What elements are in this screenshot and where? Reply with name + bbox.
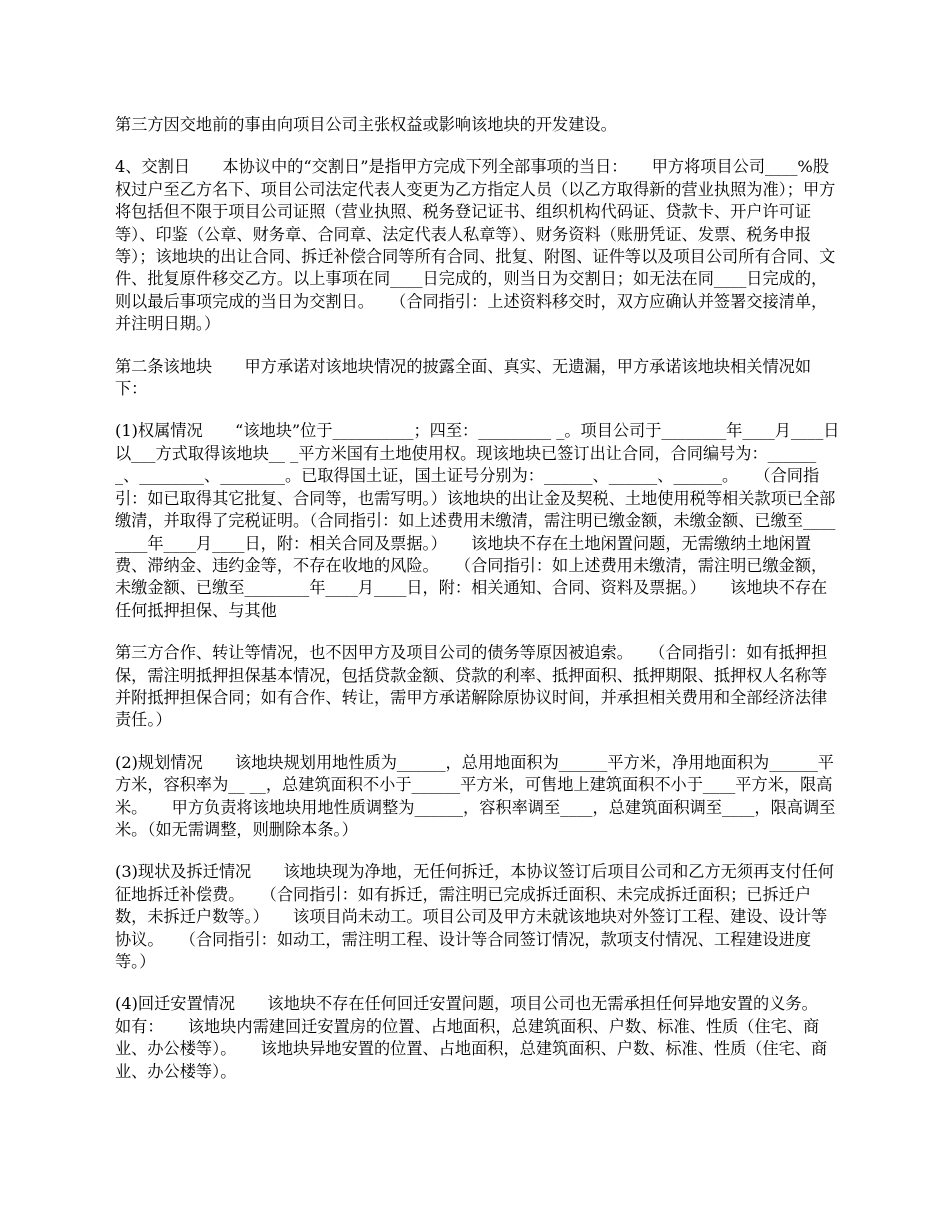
paragraph-demolition: (3)现状及拆迁情况 该地块现为净地，无任何拆迁，本协议签订后项目公司和乙方无须再支付任何征地拆迁补偿费。 （合同指引：如有拆迁，需注明已完成拆迁面积、未完成拆迁面积；已拆迁户数，未拆迁户数等。） 该项目尚未动工。项目公司及甲方未就该地块对外签订工程、建设、设计等协议。 （合同指引：如动工，需注明工程、设计等合同签订情况，款项支付情况、工程建设进度等。） bbox=[115, 862, 834, 971]
paragraph-third-party: 第三方合作、转让等情况，也不因甲方及项目公司的债务等原因被追索。 （合同指引：如有抵押担保，需注明抵押担保基本情况，包括贷款金额、贷款的利率、抵押面积、抵押期限、抵押权人名称等并附抵押担保合同；如有合作、转让，需甲方承诺解除原协议时间，并承担相关费用和全部经济法律责任。） bbox=[115, 643, 828, 730]
paragraph-ownership: (1)权属情况 “该地块”位于__________；四至：_________ _。项目公司于________年____月____日以___方式取得该地块__ _平方米国有土地使用权。现该地块已签订出让合同，合同编号为：_______、________、________。已取得国土证，国土证号分别为：______、______、______。 （合同指引：如已取得其它批复、合同等，也需写明。）该地块的出让金及契税、土地使用税等相关款项已全部缴清，并取得了完税证明。（合同指引：如上述费用未缴清，需注明已缴金额，未缴金额、已缴至________年____月____日，附：相关合同及票据。） 该地块不存在土地闲置问题，无需缴纳土地闲置费、滞纳金、违约金等，不存在收地的风险。 （合同指引：如上述费用未缴清，需注明已缴金额，未缴金额、已缴至________年____月____日，附：相关通知、合同、资料及票据。） 该地块不存在任何抵押担保、与其他 bbox=[115, 421, 840, 620]
paragraph-continuation: 第三方因交地前的事由向项目公司主张权益或影响该地块的开发建设。 bbox=[115, 115, 617, 134]
paragraph-resettlement: (4)回迁安置情况 该地块不存在任何回迁安置问题，项目公司也无需承担任何异地安置的义务。 如有： 该地块内需建回迁安置房的位置、占地面积，总建筑面积、户数、标准、性质（住宅、商业、办公楼等）。 该地块异地安置的位置、占地面积，总建筑面积、户数、标准、性质（住宅、商业、办公楼等）。 bbox=[115, 994, 843, 1081]
paragraph-closing-date: 4、交割日 本协议中的“交割日”是指甲方完成下列全部事项的当日： 甲方将项目公司____%股权过户至乙方名下、项目公司法定代表人变更为乙方指定人员（以乙方取得新的营业执照为准）；甲方将包括但不限于项目公司证照（营业执照、税务登记证书、组织机构代码证、贷款卡、开户许可证等）、印鉴（公章、财务章、合同章、法定代表人私章等）、财务资料（账册凭证、发票、税务申报等）；该地块的出让合同、拆迁补偿合同等所有合同、批复、附图、证件等以及项目公司所有合同、文件、批复原件移交乙方。以上事项在同____日完成的，则当日为交割日；如无法在同____日完成的，则以最后事项完成的当日为交割日。 （合同指引：上述资料移交时，双方应确认并签署交接清单，并注明日期。） bbox=[115, 157, 836, 334]
document-body bbox=[115, 114, 843, 1103]
paragraph-planning: (2)规划情况 该地块规划用地性质为______，总用地面积为______平方米，净用地面积为______平方米，容积率为__ __，总建筑面积不小于______平方米，可售地上建筑面积不小于____平方米，限高 米。 甲方负责将该地块用地性质调整为______，容积率调至____，总建筑面积调至____，限高调至 米。（如无需调整，则删除本条。） bbox=[115, 752, 841, 839]
paragraph-article-two: 第二条该地块 甲方承诺对该地块情况的披露全面、真实、无遗漏，甲方承诺该地块相关情况如下： bbox=[115, 356, 812, 399]
